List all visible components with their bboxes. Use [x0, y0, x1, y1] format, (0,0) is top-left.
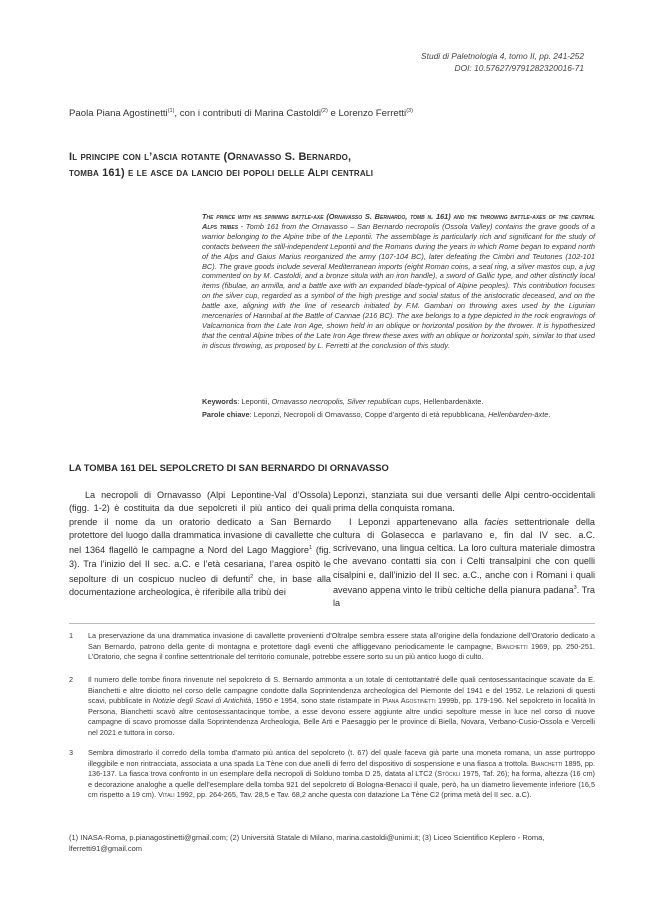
text-run: 1969, pp. 250-251. L’Oratorio, che segna il confine settentrionale del territorio comunale, potrebbe essere sorto su un più antico luogo di culto.	[88, 641, 595, 662]
text-run-smallcaps: Piana Agostinetti	[382, 696, 436, 706]
footnote-divider	[69, 623, 595, 624]
parole-plain: : Leponzi, Necropoli di Ornavasso, Coppe d’argento di età repubblicana,	[249, 410, 488, 419]
title-line-1: Il principe con l’ascia rotante (Ornavasso S. Bernardo,	[69, 151, 352, 163]
footnote-ref-2[interactable]: 2	[250, 573, 254, 580]
paragraph	[333, 516, 595, 611]
parole-italic: Hellenbarden-äxte	[487, 410, 549, 419]
text-run-smallcaps: Stöckli	[437, 769, 461, 779]
keywords-label: Keywords	[202, 397, 238, 406]
text-run-italic: facies	[484, 516, 509, 527]
keywords-plain: : Lepontii,	[237, 397, 272, 406]
abstract	[202, 212, 595, 351]
keywords-tail: , Hellenbardenäxte.	[419, 397, 484, 406]
author-affiliations: (1) INASA-Roma, p.pianagostinetti@gmail.com; (2) Università Statale di Milano, marina.castoldi@unimi.it; (3) Liceo Scientifico Keplero - Roma, lferretti91@gmail.com	[69, 833, 545, 853]
text-run: I Leponzi appartenevano alla	[349, 516, 485, 527]
paragraph: Leponzi, stanziata sui due versanti delle Alpi centro-occidentali prima della conquista romana.	[333, 490, 595, 514]
doi-line: DOI: 10.57627/9791282320016-71	[454, 63, 584, 73]
text-run-smallcaps: Vitali	[158, 790, 175, 800]
journal-citation	[284, 50, 584, 74]
abstract-body: - Tomb 161 from the Ornavasso – San Bernardo necropolis (Ossola Valley) contains the grave goods of a warrior belonging to the Alpine tribe of the Lepontii. The assemblage is particularly rich and significant for the study of contacts between the still-independent Lepontii and the Romans during the years in which Rome began to expand north of the Alps and Gaius Marius reorganized the army (107-104 BC), later defeating the Cimbri and Teutones (102-101 BC). The grave goods include several Mediterranean imports (eight Roman coins, a seal ring, a silver mastos cup, a jug commented on by M. Castoldi, and a bronze situla with an iron handle), a sword of Gallic type, and other distinctly local items (fibulae, an armilla, and a battle axe with an expanded blade-typical of Alpine peoples). This contribution focuses on the silver cup, regarded as a symbol of the high prestige and social status of the aristocratic deceased, and on the battle axe, aligning with the line of research initiated by F.M. Gambari on throwing axes used by the Ligurian mercenaries of Hannibal at the Battle of Cannae (216 BC). The axe belongs to a type depicted in the rock engravings of Valcamonica from the Late Iron Age, shown held in an oblique or horizontal position by the thrower. It is hypothesized that the central Alpine tribes of the Late Iron Age threw these axes with an oblique or horizontal spin, similar to that used in discus throwing, as proposed by L. Ferretti at the conclusion of this study.	[202, 221, 595, 350]
abstract-title: The prince with his spinning battle-axe (Ornavasso S. Bernardo, tomb n. 161) and the throwing battle-axes of the central Alps tribes	[202, 212, 595, 231]
body-column-right	[333, 489, 595, 611]
text-run: che, in base alla documentazione archeologica, è riferibile alla tribù dei	[69, 573, 331, 598]
author-sep-1: , con i contributi di Marina Castoldi	[174, 108, 322, 120]
text-run: La preservazione da una drammatica invasione di cavallette provenienti d’Oltralpe sembra essere stata all’origine della fondazione dell’Oratorio dedicato a San Bernardo, patrono della gente di montagna e protettore dagli eventi che affliggevano periodicamente le campagne,	[88, 631, 595, 651]
footnote-number: 3	[69, 748, 74, 757]
author-2-affil: (2)	[321, 108, 328, 114]
parole-label: Parole chiave	[202, 410, 250, 419]
footnote-ref-1[interactable]: 1	[308, 545, 313, 552]
text-run: settentrionale della cultura di Golasecca e parlavano e, fin dal IV sec. a.C. scrivevano, una lingua celtica. La loro cultura materiale dimostra che avevano contatti sia con i Celti transalpini che con quelli cisalpini e, dall’inizio del II sec. a.C., anche con i Romani i quali avevano appena vinto le tribù celtiche della pianura padana	[333, 516, 595, 596]
text-run: 1975, Taf. 26); ha forma, altezza (16 cm) e decorazione analoghe a quelle dell’esemplare della tomba 921 del sepolcreto di Bologna-Benacci il quale, però, ha un diametro lievemente inferiore (16,5 cm rispetto a 19 cm).	[88, 769, 595, 800]
body-column-left	[69, 489, 331, 599]
text-run: , 1950 e 1954, sono state ristampate in	[251, 696, 383, 706]
keywords	[202, 397, 595, 407]
author-3-affil: (3)	[406, 108, 413, 114]
text-run: Il numero delle tombe finora rinvenute nel sepolcreto di S. Bernardo ammonta a un totale di centottantatré delle quali centosessantacinque scavate da E. Bianchetti e altre diciotto nel corso delle campagne condotte dalla Soprintendenza archeologica del Piemonte del 1941 e del 1952. Le relazioni di questi scavi, pubblicate in	[88, 675, 595, 706]
text-run: 1895, pp. 136-137. La fiasca trova confronto in un esemplare della necropoli di Solduno tomba D 25, datata al LTC2 (	[88, 758, 595, 779]
text-run-smallcaps: Bianchetti	[531, 758, 563, 768]
author-1: Paola Piana Agostinetti	[69, 108, 168, 120]
footnote-3	[69, 748, 595, 801]
author-sep-2: e Lorenzo Ferretti	[327, 108, 407, 120]
journal-title-line: Studi di Paletnologia 4, tomo II, pp. 241-252	[421, 51, 584, 61]
author-line	[69, 108, 589, 119]
keywords-italic: Ornavasso necropolis, Silver republican cups	[271, 397, 420, 406]
parole-chiave	[202, 410, 595, 420]
author-1-affil: (1)	[167, 108, 175, 114]
text-run: 1992, pp. 264-265, Tav. 28,5 e Tav. 68,2 anche questa con datazione La Tène C2 (prima metà del II sec. a.C).	[174, 790, 532, 800]
footnote-number: 2	[69, 675, 74, 684]
section-heading: LA TOMBA 161 DEL SEPOLCRETO DI SAN BERNARDO DI ORNAVASSO	[69, 462, 389, 473]
footnote-2	[69, 675, 595, 739]
paragraph	[69, 489, 331, 599]
text-run-smallcaps: Bianchetti	[496, 641, 528, 651]
text-run: 1999b, pp. 179-196. Nel sepolcreto in località In Persona, Bianchetti scavò altre centosessantacinque tombe, a esse devono essere aggiunte altre undici sepolture messe in luce nel corso di nuove campagne di scavo promosse dalla Soprintendenza Archeologia, Belle Arti e Paesaggio per le province di Biella, Novara, Verbano-Cusio-Ossola e Vercelli nel 2021 e tuttora in corso.	[88, 696, 595, 737]
text-run-italic: Notizie degli Scavi di Antichità	[152, 696, 252, 706]
text-run: . Tra la	[333, 585, 595, 609]
text-run: Sembra dimostrarlo il corredo della tomba d’armato più antica del sepolcreto (t. 67) del quale faceva già parte una moneta romana, un asse purtroppo illeggibile e non rintracciata, associata a una spada La Tène con due anelli di ferro del dispositivo di sospensione e una fiasca a trottola.	[88, 748, 595, 768]
title-line-2: tomba 161) e le asce da lancio dei popoli delle Alpi centrali	[69, 167, 374, 179]
footnote-1	[69, 631, 595, 663]
text-run: La necropoli di Ornavasso (Alpi Lepontine-Val d’Ossola) (figg. 1-2) è costituita da due sepolcreti il più antico dei quali prende il nome da un oratorio dedicato a San Bernardo protettore del luogo dalla drammatica invasione di cavallette che nel 1364 flagellò le campagne a Nord del Lago Maggiore	[69, 490, 331, 556]
paper-title	[69, 149, 539, 181]
footnote-ref-3[interactable]: 3	[573, 585, 577, 592]
text-run: (fig. 3). Tra l’inizio del II sec. a.C. e l’età cesariana, l’area ospitò le sepolture di un cospicuo nucleo di defunti	[69, 545, 332, 584]
parole-tail: .	[548, 410, 551, 419]
footnote-number: 1	[69, 631, 74, 640]
